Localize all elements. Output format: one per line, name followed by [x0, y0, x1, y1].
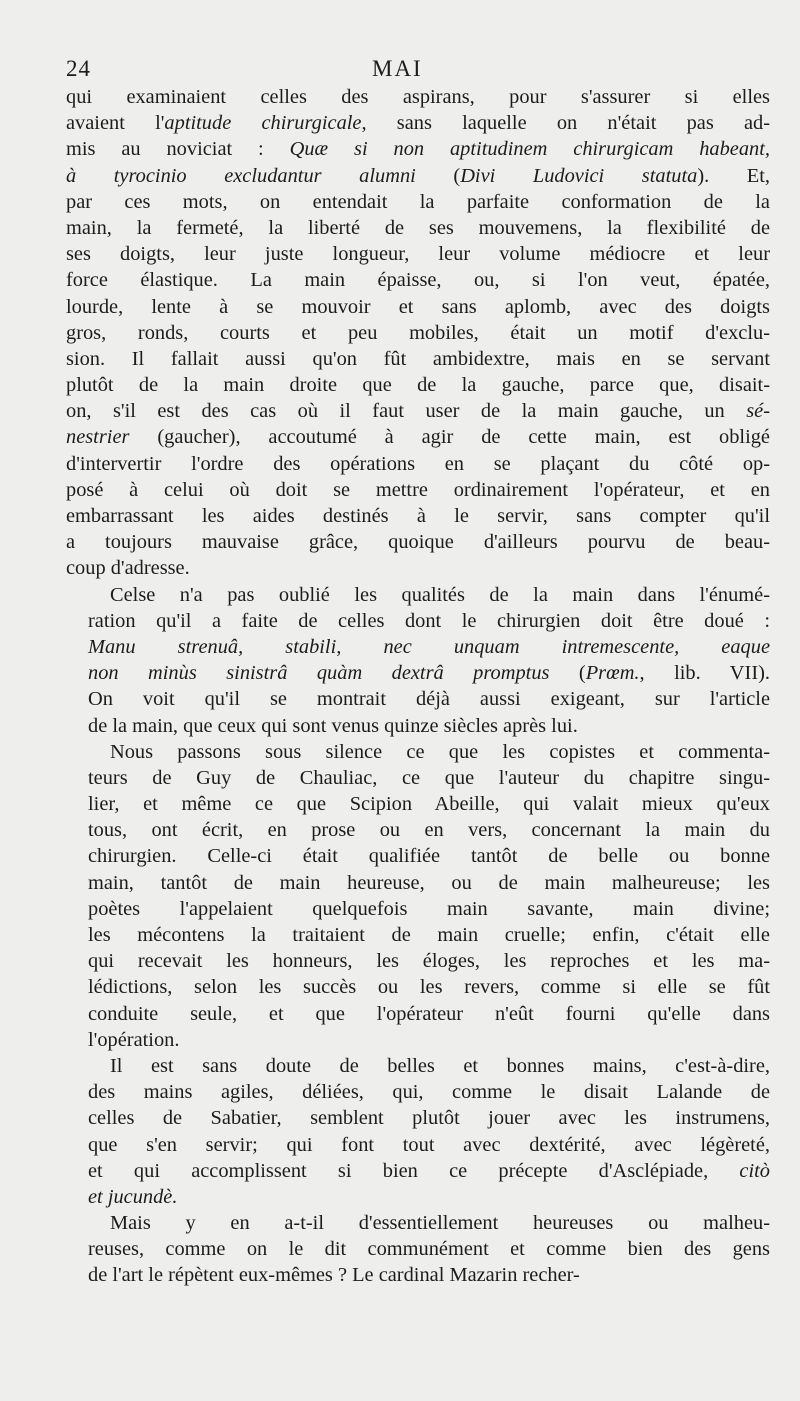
text-line: force élastique. La main épaisse, ou, si l'on veut, épatée,: [66, 269, 770, 292]
paragraph: [66, 739, 770, 1053]
text-line: posé à celui où doit se mettre ordinairement l'opérateur, et en: [66, 478, 770, 501]
text-line: et qui accomplissent si bien ce précepte d'Asclépiade, citò: [88, 1159, 770, 1182]
text-line: les mécontens la traitaient de main cruelle; enfin, c'était elle: [88, 924, 770, 946]
text-line: poètes l'appelaient quelquefois main savante, main divine;: [88, 897, 770, 920]
text-line: coup d'adresse.: [66, 557, 190, 580]
paragraph: [66, 582, 770, 739]
text-line: lier, et même ce que Scipion Abeille, qui valait mieux qu'eux: [88, 793, 770, 816]
text-line: que s'en servir; qui font tout avec dextérité, avec légèreté,: [88, 1133, 770, 1156]
text-line: lédictions, selon les succès ou les revers, comme si elle se fût: [88, 976, 770, 999]
paragraph: [66, 1210, 770, 1289]
text-line: mis au noviciat : Quæ si non aptitudinem chirurgicam habeant,: [66, 138, 770, 161]
text-line: reuses, comme on le dit communément et comme bien des gens: [88, 1238, 770, 1261]
text-line: de l'art le répètent eux-mêmes ? Le cardinal Mazarin recher-: [88, 1264, 580, 1287]
text-line: [66, 634, 770, 660]
text-line: Celse n'a pas oublié les qualités de la main dans l'énumé-: [110, 583, 770, 606]
italic-text: Divi Ludovici statuta: [460, 164, 698, 187]
text-line: embarrassant les aides destinés à le servir, sans compter qu'il: [66, 505, 770, 527]
text-line: sion. Il fallait aussi qu'on fût ambidextre, mais en se servant: [66, 347, 770, 370]
text-line: conduite seule, et que l'opérateur n'eût fourni qu'elle dans: [88, 1002, 770, 1025]
text-line: tous, ont écrit, en prose ou en vers, concernant la main du: [88, 819, 770, 842]
running-title: MAI: [372, 56, 423, 81]
body-text: [66, 84, 770, 1289]
text-line: des mains agiles, déliées, qui, comme le disait Lalande de: [88, 1081, 770, 1104]
italic-text: aptitude chirurgicale: [164, 112, 362, 135]
text-line: ses doigts, leur juste longueur, leur volume médiocre et leur: [66, 243, 770, 266]
italic-text: nestrier: [66, 426, 130, 449]
text-line: Il est sans doute de belles et bonnes mains, c'est-à-dire,: [110, 1054, 770, 1077]
text-line: non minùs sinistrâ quàm dextrâ promptus (Prœm., lib. VII).: [88, 662, 770, 685]
text-line: d'intervertir l'ordre des opérations en se plaçant du côté op-: [66, 452, 770, 475]
text-line: par ces mots, on entendait la parfaite conformation de la: [66, 190, 770, 213]
text-line: l'opération.: [88, 1028, 180, 1051]
text-line: teurs de Guy de Chauliac, ce que l'auteur du chapitre singu-: [88, 766, 770, 789]
italic-text: à tyrocinio excludantur alumni: [66, 164, 416, 187]
paragraph: [66, 1053, 770, 1210]
text-line: chirurgien. Celle-ci était qualifiée tantôt de belle ou bonne: [88, 845, 770, 868]
italic-text: non minùs sinistrâ quàm dextrâ promptus: [88, 662, 550, 685]
text-line: gros, ronds, courts et peu mobiles, était un motif d'exclu-: [66, 321, 770, 344]
text-line: à tyrocinio excludantur alumni (Divi Ludovici statuta). Et,: [66, 164, 770, 187]
italic-text: Prœm.: [585, 662, 640, 685]
text-line: nestrier (gaucher), accoutumé à agir de cette main, est obligé: [66, 426, 770, 449]
text-line: Nous passons sous silence ce que les copistes et commenta-: [110, 740, 770, 763]
text-line: On voit qu'il se montrait déjà aussi exigeant, sur l'article: [88, 688, 770, 711]
italic-text: et jucundè.: [88, 1185, 178, 1208]
paragraph: [66, 84, 770, 582]
italic-text: Manu strenuâ, stabili, nec unquam intremescente, eaque: [88, 635, 770, 658]
text-line: ration qu'il a faite de celles dont le chirurgien doit être doué :: [88, 609, 770, 632]
text-line: lourde, lente à se mouvoir et sans aplomb, avec des doigts: [66, 295, 770, 318]
text-line: [66, 1184, 770, 1210]
text-line: qui recevait les honneurs, les éloges, les reproches et les ma-: [88, 950, 770, 973]
text-line: avaient l'aptitude chirurgicale, sans laquelle on n'était pas ad-: [66, 112, 770, 135]
italic-text: Quæ si non aptitudinem chirurgicam habeant,: [289, 138, 770, 161]
text-line: plutôt de la main droite que de la gauche, parce que, disait-: [66, 374, 770, 397]
text-line: celles de Sabatier, semblent plutôt jouer avec les instrumens,: [88, 1107, 770, 1130]
page-number: 24: [66, 56, 91, 81]
italic-text: citò: [739, 1159, 770, 1182]
text-line: on, s'il est des cas où il faut user de la main gauche, un sé-: [66, 400, 770, 423]
text-line: a toujours mauvaise grâce, quoique d'ailleurs pourvu de beau-: [66, 531, 770, 554]
text-line: de la main, que ceux qui sont venus quinze siècles après lui.: [88, 714, 578, 737]
text-line: Mais y en a-t-il d'essentiellement heureuses ou malheu-: [110, 1212, 770, 1235]
text-line: main, tantôt de main heureuse, ou de main malheureuse; les: [88, 871, 770, 894]
text-line: qui examinaient celles des aspirans, pour s'assurer si elles: [66, 86, 770, 108]
italic-text: sé-: [746, 400, 770, 423]
text-line: main, la fermeté, la liberté de ses mouvemens, la flexibilité de: [66, 216, 770, 239]
